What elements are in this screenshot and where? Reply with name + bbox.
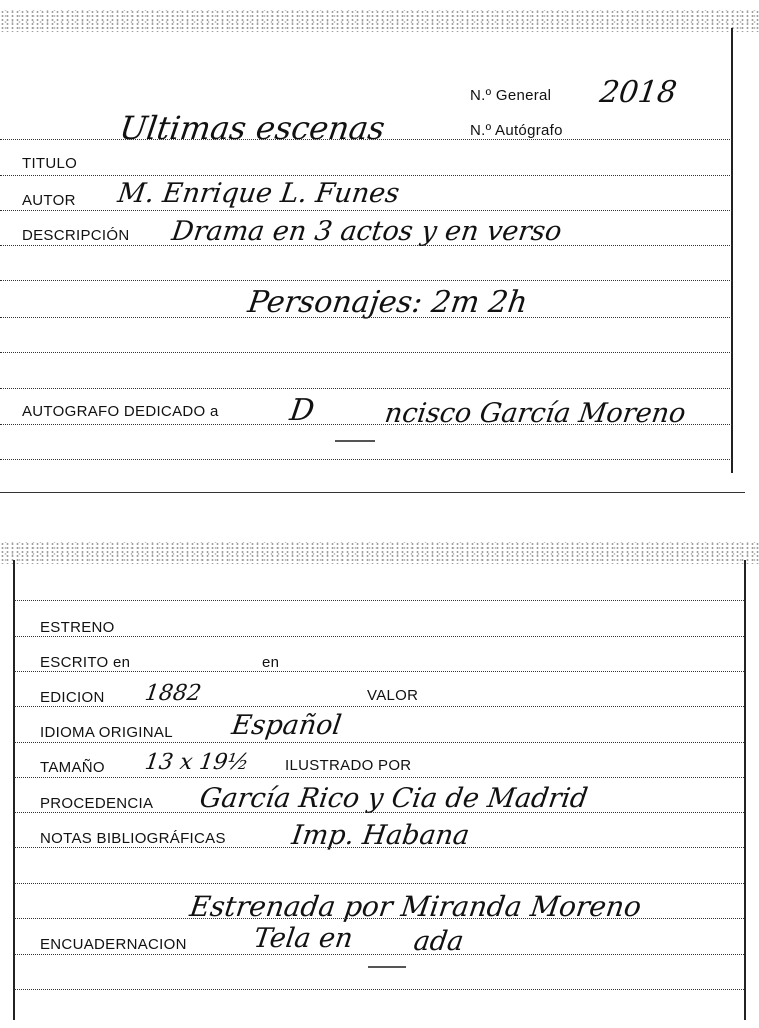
redaction-mark [368,958,406,968]
rule [14,742,744,743]
idioma-label: IDIOMA ORIGINAL [40,724,173,741]
rule [0,352,732,353]
redaction-mark [335,432,375,442]
edicion-label: EDICION [40,689,105,706]
tamano-value: 13 x 19½ [143,750,251,775]
card-border-right [744,560,746,1020]
rule [14,777,744,778]
card-border-left [13,560,15,1020]
rule [14,600,744,601]
rule [14,706,744,707]
rule [0,210,732,211]
rule [0,388,732,389]
idioma-value: Español [229,710,344,741]
autor-value: M. Enrique L. Funes [115,178,402,209]
dedicado-value-name: ncisco García Moreno [382,398,688,429]
general-number-label: N.º General [470,87,552,104]
rule [14,812,744,813]
rule [14,636,744,637]
autograph-number-label: N.º Autógrafo [470,122,563,139]
autor-label: AUTOR [22,192,76,209]
ilustrado-label: ILUSTRADO POR [285,757,412,774]
rule [14,883,744,884]
estreno-label: ESTRENO [40,619,115,636]
procedencia-label: PROCEDENCIA [40,795,154,812]
escrito-en-label: en [262,654,280,671]
rule [0,317,732,318]
estrenada-note: Estrenada por Miranda Moreno [187,890,644,923]
encuadernacion-value-start: Tela en [251,923,355,954]
rule [0,139,732,140]
personajes-value: Personajes: 2m 2h [245,285,530,320]
card-border-bottom [0,492,745,493]
rule [0,245,732,246]
dedicado-value-initial: D [287,393,317,428]
rule [14,918,744,919]
general-number-value: 2018 [597,75,679,110]
procedencia-value: García Rico y Cia de Madrid [197,783,590,814]
descripcion-label: DESCRIPCIÓN [22,227,130,244]
notas-value: Imp. Habana [289,820,472,851]
card-border-right [731,28,733,473]
rule [14,989,744,990]
rule [0,280,732,281]
encuadernacion-value-end: ada [411,926,466,957]
valor-label: VALOR [367,687,419,704]
titulo-label: TITULO [22,155,78,172]
rule [0,424,732,425]
encuadernacion-label: ENCUADERNACION [40,936,187,953]
descripcion-value: Drama en 3 actos y en verso [169,216,564,247]
torn-edge-texture [0,542,759,564]
title-handwritten: Ultimas escenas [117,109,388,147]
tamano-label: TAMAÑO [40,759,105,776]
rule [14,954,744,955]
catalog-card-front [0,0,759,495]
torn-edge-texture [0,10,759,32]
escrito-label: ESCRITO en [40,654,131,671]
rule [0,459,732,460]
notas-label: NOTAS BIBLIOGRÁFICAS [40,830,226,847]
edicion-value: 1882 [143,681,203,706]
dedicado-label: AUTOGRAFO DEDICADO a [22,403,219,420]
rule [14,671,744,672]
rule [0,175,732,176]
rule [14,847,744,848]
